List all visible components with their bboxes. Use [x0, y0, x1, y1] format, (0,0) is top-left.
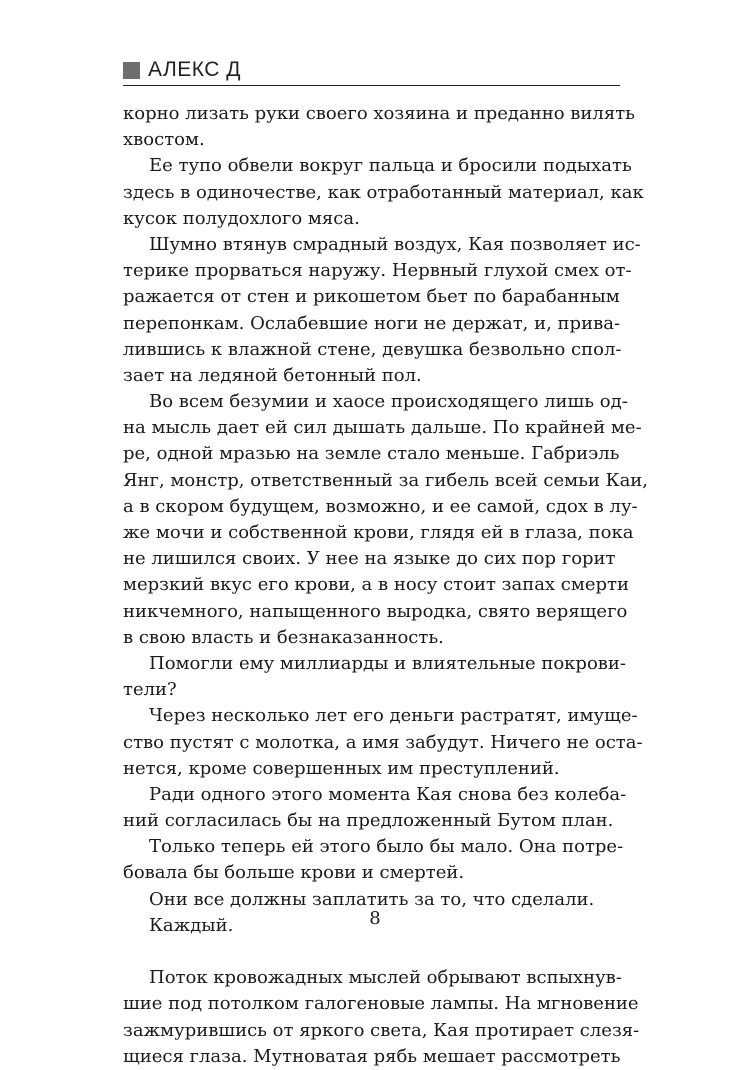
text-line: Помогли ему миллиарды и влиятельные покрови-: [149, 652, 627, 674]
paragraph-gap: [123, 939, 604, 965]
text-line: Только теперь ей этого было бы мало. Она потре-: [149, 836, 624, 858]
text-line: Поток кровожадных мыслей обрывают вспыхнув-: [149, 967, 622, 989]
text-line: Они все должны заплатить за то, что сделали.: [149, 888, 595, 910]
running-header: [123, 59, 620, 86]
text-line: кусок полудохлого мяса.: [123, 207, 360, 229]
text-line: на мысль дает ей сил дышать дальше. По крайней ме-: [123, 417, 642, 439]
text-line: никчемного, напыщенного выродка, свято верящего: [123, 600, 628, 622]
text-line: в свою власть и безнаказанность.: [123, 626, 444, 648]
text-line: терике прорваться наружу. Нервный глухой смех от-: [123, 260, 632, 282]
header-author-title: АЛЕКС Д: [148, 58, 241, 81]
page-number: 8: [369, 908, 381, 929]
text-line: Через несколько лет его деньги растратят, имуще-: [149, 705, 638, 727]
text-line: здесь в одиночестве, как отработанный материал, как: [123, 181, 644, 203]
text-line: корно лизать руки своего хозяина и преданно вилять: [123, 103, 635, 124]
text-line: Янг, монстр, ответственный за гибель всей семьи Каи,: [123, 469, 649, 491]
text-line: а в скором будущем, возможно, и ее самой, сдох в лу-: [123, 495, 638, 517]
text-line: нется, кроме совершенных им преступлений.: [123, 757, 560, 779]
text-line: Во всем безумии и хаосе происходящего лишь од-: [149, 391, 628, 413]
text-line: перепонкам. Ослабевшие ноги не держат, и, прива-: [123, 312, 621, 334]
text-line: лившись к влажной стене, девушка безвольно спол-: [123, 338, 622, 360]
text-line: не лишился своих. У нее на языке до сих пор горит: [123, 548, 616, 570]
text-line: Ради одного этого момента Кая снова без колеба-: [149, 783, 627, 805]
text-line: мерзкий вкус его крови, а в носу стоит запах смерти: [123, 574, 630, 596]
text-line: бовала бы больше крови и смертей.: [123, 862, 465, 884]
text-line: ство пустят с молотка, а имя забудут. Ничего не оста-: [123, 731, 643, 753]
text-line: Каждый.: [149, 914, 234, 936]
text-line: зажмурившись от яркого света, Кая протирает слезя-: [123, 1019, 640, 1041]
header-square-marker: [123, 62, 140, 79]
text-line: тели?: [123, 679, 177, 701]
text-line: Ее тупо обвели вокруг пальца и бросили подыхать: [149, 155, 632, 177]
text-line: Шумно втянув смрадный воздух, Кая позволяет ис-: [149, 233, 641, 255]
text-line: ний согласилась бы на предложенный Бутом план.: [123, 810, 614, 832]
text-line: ре, одной мразью на земле стало меньше. Габриэль: [123, 443, 620, 465]
text-line: щиеся глаза. Мутноватая рябь мешает рассмотреть: [123, 1045, 621, 1067]
text-line: ражается от стен и рикошетом бьет по барабанным: [123, 286, 620, 308]
text-line: зает на ледяной бетонный пол.: [123, 364, 422, 386]
text-line: шие под потолком галогеновые лампы. На мгновение: [123, 993, 639, 1015]
text-line: же мочи и собственной крови, глядя ей в глаза, пока: [123, 522, 634, 543]
text-line: хвостом.: [123, 129, 205, 151]
